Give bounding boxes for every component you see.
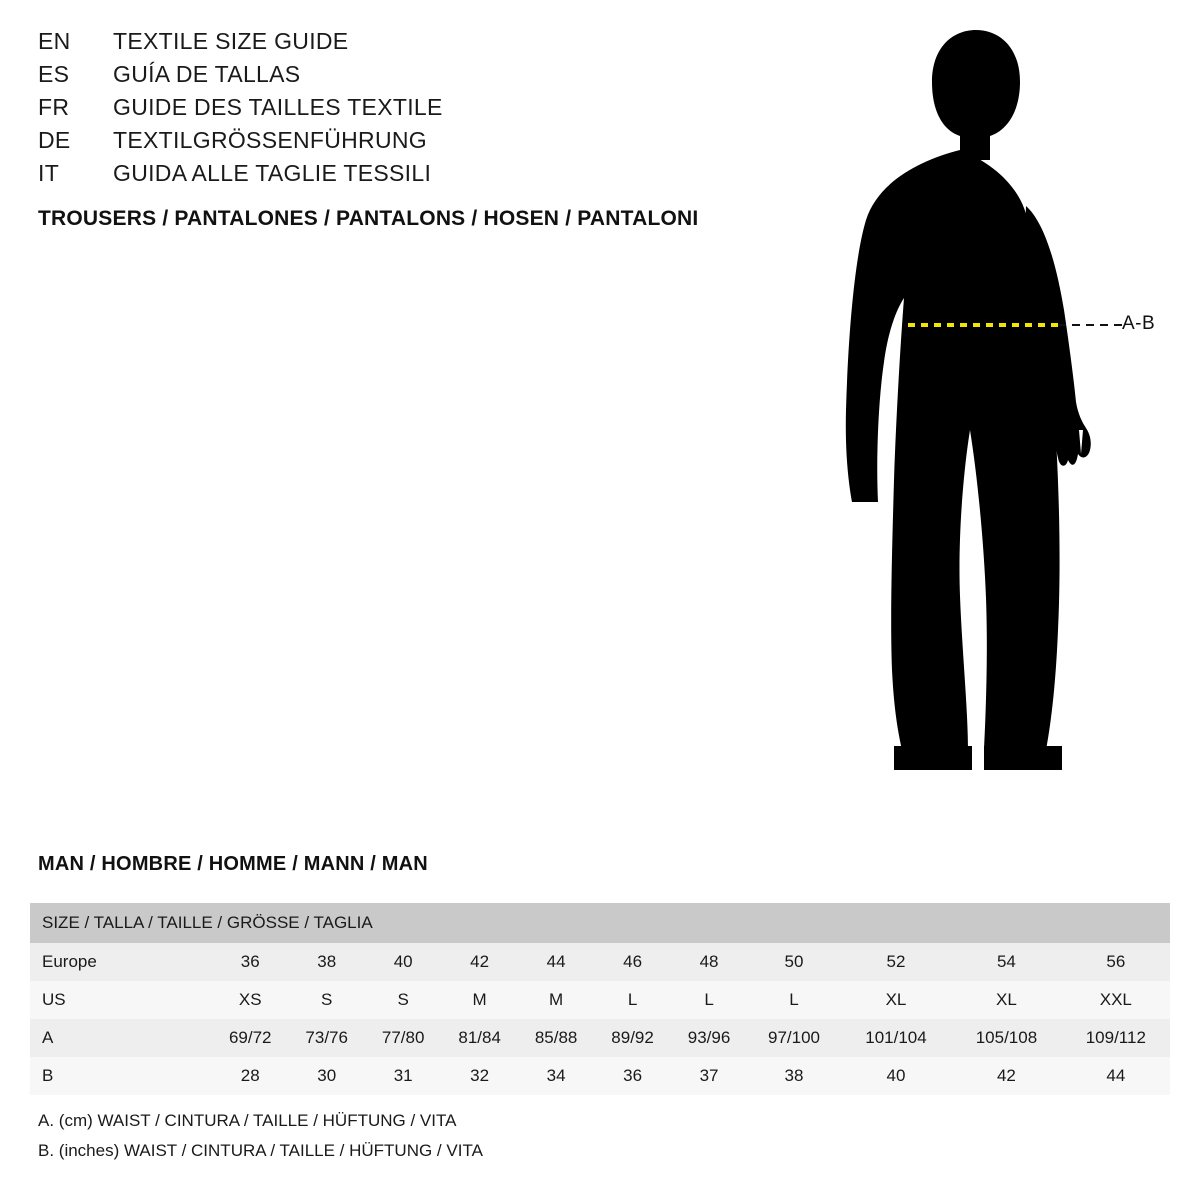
cell: XL [841,981,951,1019]
cell: 85/88 [518,1019,594,1057]
language-row [38,127,818,160]
cell: 44 [1062,1057,1170,1095]
row-label: Europe [30,943,212,981]
language-title: TEXTILE SIZE GUIDE [113,28,349,54]
cell: 81/84 [441,1019,517,1057]
garment-type-line: TROUSERS / PANTALONES / PANTALONS / HOSEN / PANTALONI [38,207,699,230]
cell: S [288,981,364,1019]
language-title: GUIDA ALLE TAGLIE TESSILI [113,160,432,186]
cell: XS [212,981,288,1019]
cell: M [441,981,517,1019]
cell: 42 [441,943,517,981]
cell: XXL [1062,981,1170,1019]
cell: 97/100 [747,1019,840,1057]
language-code: DE [38,127,71,153]
male-silhouette-figure [800,10,1200,800]
cell: 38 [288,943,364,981]
table-row [30,943,1170,981]
cell: 44 [518,943,594,981]
row-label: A [30,1019,212,1057]
cell: 28 [212,1057,288,1095]
table-row [30,981,1170,1019]
note-b: B. (inches) WAIST / CINTURA / TAILLE / HÜFTUNG / VITA [38,1141,483,1160]
cell: 37 [671,1057,747,1095]
cell: XL [951,981,1061,1019]
language-title: GUIDE DES TAILLES TEXTILE [113,94,443,120]
cell: 38 [747,1057,840,1095]
language-header [38,28,818,231]
cell: 40 [365,943,441,981]
cell: 56 [1062,943,1170,981]
cell: L [671,981,747,1019]
cell: 36 [594,1057,670,1095]
language-row [38,94,818,127]
cell: 89/92 [594,1019,670,1057]
language-row [38,61,818,94]
cell: 48 [671,943,747,981]
cell: 32 [441,1057,517,1095]
cell: 30 [288,1057,364,1095]
measure-label-ab: A-B [1122,313,1156,334]
language-row [38,28,818,61]
table-header-row [30,903,1170,943]
cell: 31 [365,1057,441,1095]
language-code: EN [38,28,71,54]
cell: 109/112 [1062,1019,1170,1057]
row-label: B [30,1057,212,1095]
language-code: IT [38,160,60,186]
cell: 93/96 [671,1019,747,1057]
cell: M [518,981,594,1019]
cell: 42 [951,1057,1061,1095]
table-row [30,1057,1170,1095]
language-code: FR [38,94,70,120]
size-table [30,903,1170,1095]
language-title: TEXTILGRÖSSENFÜHRUNG [113,127,427,153]
language-title: GUÍA DE TALLAS [113,61,301,87]
gender-section-title: MAN / HOMBRE / HOMME / MANN / MAN [38,853,428,875]
silhouette-shape [846,30,1091,770]
cell: L [747,981,840,1019]
cell: 34 [518,1057,594,1095]
cell: 101/104 [841,1019,951,1057]
cell: 50 [747,943,840,981]
table-header-label: SIZE / TALLA / TAILLE / GRÖSSE / TAGLIA [30,903,1170,943]
cell: L [594,981,670,1019]
table-row [30,1019,1170,1057]
language-row [38,160,818,193]
language-code: ES [38,61,70,87]
cell: 46 [594,943,670,981]
cell: 77/80 [365,1019,441,1057]
cell: 105/108 [951,1019,1061,1057]
cell: 52 [841,943,951,981]
cell: 40 [841,1057,951,1095]
measurement-notes [38,1106,483,1166]
cell: 54 [951,943,1061,981]
note-a: A. (cm) WAIST / CINTURA / TAILLE / HÜFTUNG / VITA [38,1111,457,1130]
cell: 73/76 [288,1019,364,1057]
row-label: US [30,981,212,1019]
cell: 36 [212,943,288,981]
cell: 69/72 [212,1019,288,1057]
cell: S [365,981,441,1019]
